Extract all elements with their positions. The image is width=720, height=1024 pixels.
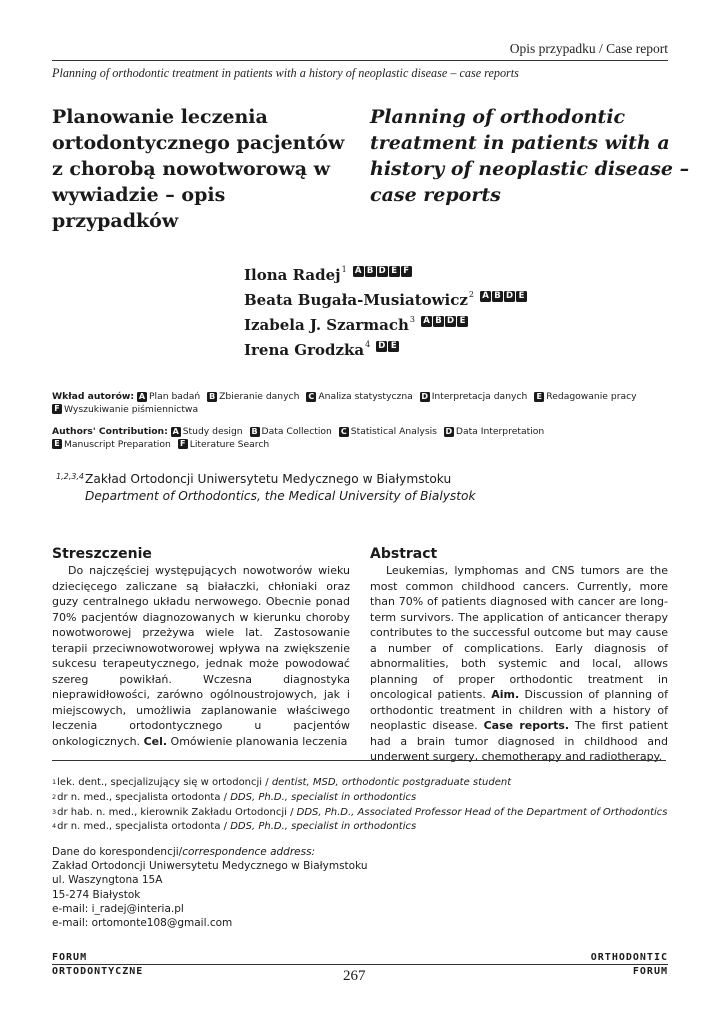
abstract-pl-text <box>52 563 350 749</box>
role-badge: F <box>52 404 62 414</box>
role-badge: A <box>480 291 491 302</box>
abstract-en-case-label: Case reports. <box>483 719 570 732</box>
affiliation-en: Department of Orthodontics, the Medical University of Bialystok <box>85 489 476 503</box>
section-label: Opis przypadku / Case report <box>509 41 668 56</box>
running-title: Planning of orthodontic treatment in patients with a history of neoplastic disease – case reports <box>52 66 519 80</box>
correspondence-lines <box>52 859 672 930</box>
contribution-label: Wkład autorów: <box>52 391 135 402</box>
footnote <box>52 791 672 806</box>
role-badge: A <box>138 391 146 401</box>
footnote-number: 3 <box>52 807 57 816</box>
contribution-item <box>306 391 412 402</box>
role-badge: E <box>388 341 399 352</box>
role-badge: D <box>378 341 386 351</box>
role-badge: B <box>365 266 376 277</box>
author-name: Ilona Radej <box>244 266 341 284</box>
author-row <box>244 316 664 341</box>
footnote <box>52 820 672 835</box>
footnote-number: 1 <box>52 778 57 786</box>
header-divider <box>52 60 668 61</box>
abstract-en-aim-label: Aim. <box>491 688 520 701</box>
role-badge: E <box>389 266 400 277</box>
role-badge: B <box>209 391 216 401</box>
footnote-en: dentist, MSD, orthodontic postgraduate student <box>271 777 512 788</box>
correspondence-line: Zakład Ortodoncji Uniwersytetu Medycznego w Białymstoku <box>52 860 368 873</box>
role-badge: D <box>505 291 514 301</box>
role-badge: E <box>534 392 544 402</box>
contribution-text: Redagowanie pracy <box>546 391 637 402</box>
journal-name-en-2: FORUM <box>632 966 668 977</box>
title-polish: Planowanie leczenia ortodontycznego pacjentów z chorobą nowotworową w wywiadzie – opis przypadków <box>52 106 345 232</box>
correspondence-label <box>52 845 672 859</box>
author-row <box>244 341 664 366</box>
affiliation-pl: Zakład Ortodoncji Uniwersytetu Medycznego w Białymstoku <box>85 472 452 486</box>
correspondence-line: 15-274 Białystok <box>52 888 141 901</box>
correspondence-label-en: correspondence address: <box>182 846 316 858</box>
author-affiliation-number: 4 <box>365 340 371 349</box>
footnote <box>52 776 672 791</box>
contribution-text: Literature Search <box>189 438 270 450</box>
contribution-en <box>52 426 672 451</box>
contribution-item <box>420 391 528 402</box>
page-number: 267 <box>343 968 366 984</box>
role-badge: D <box>446 316 455 326</box>
contribution-text: Analiza statystyczna <box>318 391 413 402</box>
author-affiliation-number: 1 <box>341 265 347 274</box>
contribution-text: Data Collection <box>261 426 332 437</box>
contribution-label: Authors' Contribution: <box>52 426 168 437</box>
footnote-pl: lek. dent., specjalizujący się w ortodoncji / <box>57 777 272 788</box>
author-roles <box>480 291 527 302</box>
footnote-en: DDS, Ph.D., specialist in orthodontics <box>230 821 417 833</box>
journal-name-en-1: ORTHODONTIC <box>590 952 668 963</box>
contribution-text: Data Interpretation <box>455 426 545 437</box>
role-badge: E <box>457 316 468 327</box>
contribution-item <box>52 404 198 415</box>
journal-name-pl-1: FORUM <box>52 952 88 963</box>
contribution-text: Manuscript Preparation <box>64 438 171 450</box>
role-badge: B <box>433 316 444 327</box>
contribution-item <box>444 426 544 437</box>
contribution-item <box>339 426 437 437</box>
footnotes <box>52 776 672 835</box>
contribution-text: Study design <box>182 426 243 437</box>
footnote-divider <box>52 760 666 761</box>
footnote-pl: dr hab. n. med., kierownik Zakładu Ortodoncji / <box>57 806 297 818</box>
author-name: Izabela J. Szarmach <box>244 316 409 334</box>
contribution-pl <box>52 391 672 416</box>
footnote-en: DDS, Ph.D., Associated Professor Head of the Department of Orthodontics <box>296 806 668 818</box>
role-badge: D <box>421 391 429 401</box>
abstract-en-case-text: The first patient had a brain tumor diagnosed in childhood and underwent surgery, chemotherapy and radiotherapy. <box>370 719 669 763</box>
author-roles <box>421 316 468 327</box>
correspondence-label-pl: Dane do korespondencji/ <box>52 846 183 858</box>
role-badge: D <box>445 426 453 436</box>
contribution-text: Interpretacja danych <box>431 391 528 402</box>
contribution-item <box>171 426 243 437</box>
abstract-pl-aim-text: Omówienie planowania leczenia <box>170 734 348 748</box>
role-badge: B <box>251 426 258 436</box>
contribution-text: Statistical Analysis <box>350 426 437 437</box>
author-list <box>244 266 664 366</box>
abstract-en-heading: Abstract <box>370 546 438 562</box>
abstract-pl-aim-label: Cel. <box>143 734 168 748</box>
contribution-item <box>250 426 332 437</box>
role-badge: D <box>378 266 386 276</box>
role-badge: C <box>339 427 349 437</box>
role-badge: A <box>172 426 179 436</box>
contribution-item <box>207 391 299 402</box>
contribution-text: Zbieranie danych <box>219 391 300 402</box>
correspondence <box>52 845 672 930</box>
author-affiliation-number: 2 <box>468 290 474 299</box>
contribution-text: Wyszukiwanie piśmiennictwa <box>64 403 199 415</box>
author-name: Irena Grodzka <box>244 341 365 359</box>
author-name: Beata Bugała-Musiatowicz <box>244 291 468 309</box>
contribution-item <box>178 439 269 450</box>
contribution-item <box>534 391 636 402</box>
footnote-en: DDS, Ph.D., specialist in orthodontics <box>230 791 417 803</box>
title-english: Planning of orthodontic treatment in patients with a history of neoplastic disease – case reports <box>370 106 690 206</box>
abstract-pl-body: Do najczęściej występujących nowotworów wieku dziecięcego zaliczane są białaczki, chłoniaki oraz guzy centralnego układu nerwowego. Obecnie ponad 70% pacjentów diagnozowanych w kierunku choroby nowotworowej przeżywa wiele lat. Zastosowanie terapii przeciwnowotworowej wpływa na zwiększenie sukcesu terapeutycznego, jednak może powodować szereg powikłań. Wczesna diagnostyka nieprawidłowości, zarówno ogólnoustrojowych, jak i miejscowych, umożliwia zaplanowanie właściwego leczenia ortodontycznego u pacjentów onkologicznych. <box>52 564 350 748</box>
role-badge: E <box>516 291 527 302</box>
author-row <box>244 291 664 316</box>
role-badge: C <box>306 392 316 402</box>
correspondence-line: ul. Waszyngtona 15A <box>52 874 163 887</box>
contribution-item <box>52 439 171 450</box>
contribution-item <box>137 391 200 402</box>
footnote <box>52 806 672 821</box>
journal-name-pl-2: ORTODONTYCZNE <box>52 966 144 977</box>
author-row <box>244 266 664 291</box>
abstract-en-text <box>370 563 668 765</box>
role-badge: B <box>492 291 503 302</box>
abstract-en <box>370 546 668 765</box>
author-roles <box>353 266 412 277</box>
author-affiliation-number: 3 <box>409 315 415 324</box>
role-badge: A <box>421 316 432 327</box>
footnote-pl: dr n. med., specjalista ortodonta / <box>57 791 231 803</box>
role-badge: F <box>178 439 188 449</box>
footnote-number: 4 <box>52 822 57 831</box>
correspondence-line: e-mail: ortomonte108@gmail.com <box>52 917 233 930</box>
abstract-en-body: Leukemias, lymphomas and CNS tumors are the most common childhood cancers. Currently, more than 70% of patients diagnosed with cancer are long-term survivors. The application of anticancer therapy contributes to the successful outcome but may cause a number of complications. Early diagnosis of abnormalities, both systemic and local, allows planning of proper orthodontic treatment in oncological patients. <box>370 564 668 701</box>
role-badge: E <box>52 439 62 449</box>
role-badge: F <box>401 266 412 277</box>
abstract-en-aim-text: Discussion of planning of orthodontic treatment in children with a history of neoplastic disease. <box>370 688 669 732</box>
author-roles <box>376 341 399 352</box>
role-badge: A <box>353 266 364 277</box>
affiliation-numbers: 1,2,3,4 <box>56 472 84 481</box>
footnote-number: 2 <box>52 792 57 801</box>
contribution-text: Plan badań <box>149 391 201 402</box>
abstract-pl-heading: Streszczenie <box>52 546 152 562</box>
footnote-pl: dr n. med., specjalista ortodonta / <box>57 821 231 833</box>
correspondence-line: e-mail: i_radej@interia.pl <box>52 902 184 915</box>
footer-divider <box>52 964 668 965</box>
abstract-pl <box>52 546 350 749</box>
